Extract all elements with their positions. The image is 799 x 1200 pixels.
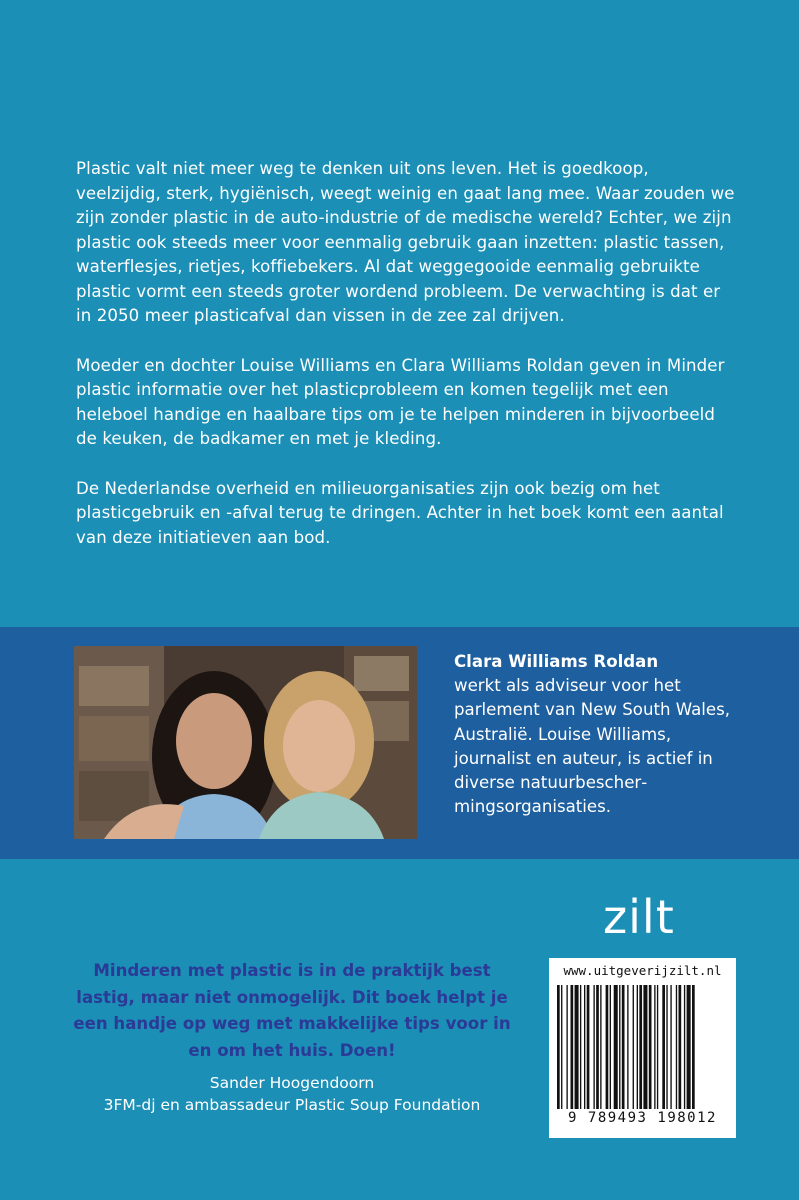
blurb-paragraph: Moeder en dochter Louise Williams en Clara Williams Roldan geven in Minder plastic informatie over het plasticprobleem en komen tegelijk met een heleboel handige en haalbare tips om je te helpen minderen in bijvoorbeeld de keuken, de badkamer en met je kleding. (76, 355, 725, 448)
barcode (557, 985, 728, 1109)
barcode-bar (643, 985, 647, 1109)
barcode-bar (580, 985, 581, 1109)
barcode-bar (692, 985, 695, 1109)
publisher-url: www.uitgeverijzilt.nl (563, 963, 722, 978)
barcode-bar (587, 985, 590, 1109)
barcode-bar (557, 985, 560, 1109)
author-name: Clara Williams Roldan (454, 652, 659, 671)
barcode-bar (561, 985, 562, 1109)
barcode-bar (566, 985, 567, 1109)
quote-author (62, 1072, 522, 1116)
barcode-bar (596, 985, 599, 1109)
barcode-bar (670, 985, 671, 1109)
barcode-bar (657, 985, 658, 1109)
endorsement-quote (62, 958, 522, 1116)
barcode-bar (662, 985, 665, 1109)
blurb-paragraph: De Nederlandse overheid en milieuorganisaties zijn ook bezig om het plasticgebruik en -afval terug te dringen. Achter in het boek komt een aantal van deze initiatieven aan bod. (76, 478, 724, 547)
barcode-bar (614, 985, 618, 1109)
barcode-number: 9 789493 198012 (568, 1110, 717, 1126)
publisher-logo: zilt (603, 890, 675, 944)
barcode-bar (687, 985, 691, 1109)
barcode-bar (676, 985, 677, 1109)
author-band (0, 627, 799, 859)
quote-author-name: Sander Hoogendoorn (209, 1074, 375, 1092)
barcode-bar (633, 985, 634, 1109)
author-photo (74, 646, 417, 839)
barcode-bar (627, 985, 628, 1109)
barcode-bar (649, 985, 652, 1109)
barcode-bar (619, 985, 620, 1109)
barcode-bar (610, 985, 611, 1109)
back-cover-blurb (76, 157, 736, 575)
barcode-bar (622, 985, 625, 1109)
barcode-bar (606, 985, 609, 1109)
barcode-bar (679, 985, 682, 1109)
barcode-bar (666, 985, 667, 1109)
barcode-bar (637, 985, 638, 1109)
barcode-box (549, 958, 736, 1138)
barcode-bar (593, 985, 594, 1109)
blurb-paragraph: Plastic valt niet meer weg te denken uit ons leven. Het is goedkoop, veelzijdig, sterk, hygiënisch, weegt weinig en gaat lang mee. Waar zouden we zijn zonder plastic in de auto-industrie of de medische wereld? Echter, we zijn plastic ook steeds meer voor eenmalig gebruik gaan inzetten: plastic tassen, waterflesjes, rietjes, koffiebekers. Al dat weggegooide eenmalig gebruikte plastic vormt een steeds groter wordend probleem. De verwachting is dat er in 2050 meer plasticafval dan vissen in de zee zal drijven. (76, 159, 735, 325)
author-bio-text: werkt als adviseur voor het parlement van New South Wales, Australië. Louise Williams, journalist en auteur, is actief in diverse natuurbeschermingsorganisaties. (454, 676, 731, 817)
author-bio (454, 650, 744, 819)
quote-text: Minderen met plastic is in de praktijk best lastig, maar niet onmogelijk. Dit boek helpt je een handje op weg met makkelijke tips voor in en om het huis. Doen! (73, 961, 511, 1060)
barcode-bar (654, 985, 655, 1109)
barcode-bar (584, 985, 585, 1109)
barcode-bar (575, 985, 579, 1109)
barcode-bar (600, 985, 601, 1109)
barcode-bar (571, 985, 574, 1109)
quote-author-title: 3FM-dj en ambassadeur Plastic Soup Foundation (103, 1096, 481, 1114)
barcode-bar (684, 985, 685, 1109)
barcode-bar (639, 985, 642, 1109)
